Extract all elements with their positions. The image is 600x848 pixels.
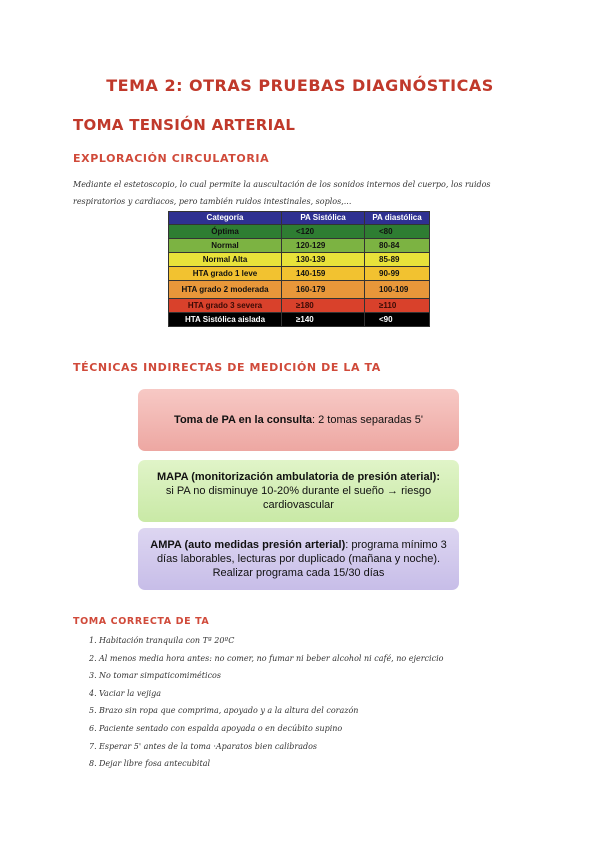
box3-bold: AMPA (auto medidas presión arterial) (150, 539, 346, 551)
table-row (169, 281, 430, 299)
list-item (73, 685, 443, 703)
list-item (73, 632, 443, 650)
list-item-text: No tomar simpaticomiméticos (99, 671, 221, 681)
cell-diastolica: <80 (365, 225, 430, 239)
list-item-text: Dejar libre fosa antecubital (99, 759, 211, 769)
list-item-text: Brazo sin ropa que comprima, apoyado y a la altura del corazón (99, 706, 359, 716)
list-item (73, 667, 443, 685)
cell-diastolica: 100-109 (365, 281, 430, 299)
list-item-text: Vaciar la vejiga (99, 688, 162, 698)
cell-sistolica: ≥180 (282, 299, 365, 313)
cell-sistolica: 130-139 (282, 253, 365, 267)
blood-pressure-table (168, 211, 430, 327)
subheading-tecnicas: TÉCNICAS INDIRECTAS DE MEDICIÓN DE LA TA (73, 361, 381, 374)
cell-categoria: HTA grado 3 severa (169, 299, 282, 313)
cell-categoria: HTA grado 2 moderada (169, 281, 282, 299)
list-item-number: 5. (89, 706, 97, 716)
page-title: TEMA 2: OTRAS PRUEBAS DIAGNÓSTICAS (106, 76, 494, 95)
cell-categoria: Normal Alta (169, 253, 282, 267)
table-row (169, 253, 430, 267)
cell-sistolica: <120 (282, 225, 365, 239)
cell-categoria: HTA grado 1 leve (169, 267, 282, 281)
list-item-number: 4. (89, 688, 97, 698)
steps-list (73, 632, 443, 773)
cell-diastolica: 80-84 (365, 239, 430, 253)
cell-diastolica: ≥110 (365, 299, 430, 313)
list-item (73, 720, 443, 738)
table-row (169, 267, 430, 281)
cell-categoria: Normal (169, 239, 282, 253)
box-toma-consulta (138, 389, 459, 451)
cell-diastolica: 85-89 (365, 253, 430, 267)
list-item-number: 1. (89, 636, 97, 645)
box1-bold: Toma de PA en la consulta (174, 414, 312, 426)
cell-sistolica: 120-129 (282, 239, 365, 253)
box3-text: : programa mínimo 3 días laborables, lecturas por duplicado (mañana y noche). Realizar programa cada 15/30 días (156, 539, 447, 579)
subheading-toma-correcta: TOMA CORRECTA DE TA (73, 616, 210, 627)
list-item-text: Habitación tranquila con Tª 20ºC (99, 636, 235, 645)
list-item-text: Esperar 5' antes de la toma ·Aparatos bien calibrados (99, 741, 318, 751)
header-sistolica: PA Sistólica (282, 212, 365, 225)
box2-text: si PA no disminuye 10-20% durante el sueño → riesgo cardiovascular (165, 485, 432, 511)
list-item-number: 6. (89, 723, 97, 733)
list-item (73, 738, 443, 756)
list-item-number: 7. (89, 741, 97, 751)
list-item-number: 8. (89, 759, 97, 769)
table-row (169, 299, 430, 313)
cell-diastolica: <90 (365, 313, 430, 327)
list-item-number: 3. (89, 671, 97, 681)
box1-text: : 2 tomas separadas 5' (311, 414, 423, 426)
box-ampa (138, 528, 459, 590)
box-mapa (138, 460, 459, 522)
header-diastolica: PA diastólica (365, 212, 430, 225)
subheading-exploracion: EXPLORACIÓN CIRCULATORIA (73, 152, 270, 165)
table-row (169, 239, 430, 253)
cell-diastolica: 90-99 (365, 267, 430, 281)
list-item-text: Al menos media hora antes: no comer, no fumar ni beber alcohol ni café, no ejercicio (99, 653, 444, 663)
list-item (73, 755, 443, 773)
table-body (169, 225, 430, 327)
intro-paragraph: Mediante el estetoscopio, lo cual permite la auscultación de los sonidos internos del cuerpo, los ruidos respiratorios y cardiacos, pero también ruidos intestinales, soplos,... (73, 180, 491, 206)
cell-sistolica: 160-179 (282, 281, 365, 299)
box2-bold: MAPA (monitorización ambulatoria de presión aterial): (157, 471, 440, 483)
cell-categoria: HTA Sistólica aislada (169, 313, 282, 327)
list-item-text: Paciente sentado con espalda apoyada o en decúbito supino (99, 723, 343, 733)
list-item (73, 650, 443, 668)
list-item-number: 2. (89, 653, 97, 663)
table-row (169, 313, 430, 327)
section-heading-toma-tension: TOMA TENSIÓN ARTERIAL (73, 116, 296, 134)
table-row (169, 225, 430, 239)
cell-sistolica: 140-159 (282, 267, 365, 281)
header-categoria: Categoría (169, 212, 282, 225)
table-header-row (169, 212, 430, 225)
cell-categoria: Óptima (169, 225, 282, 239)
cell-sistolica: ≥140 (282, 313, 365, 327)
list-item (73, 702, 443, 720)
